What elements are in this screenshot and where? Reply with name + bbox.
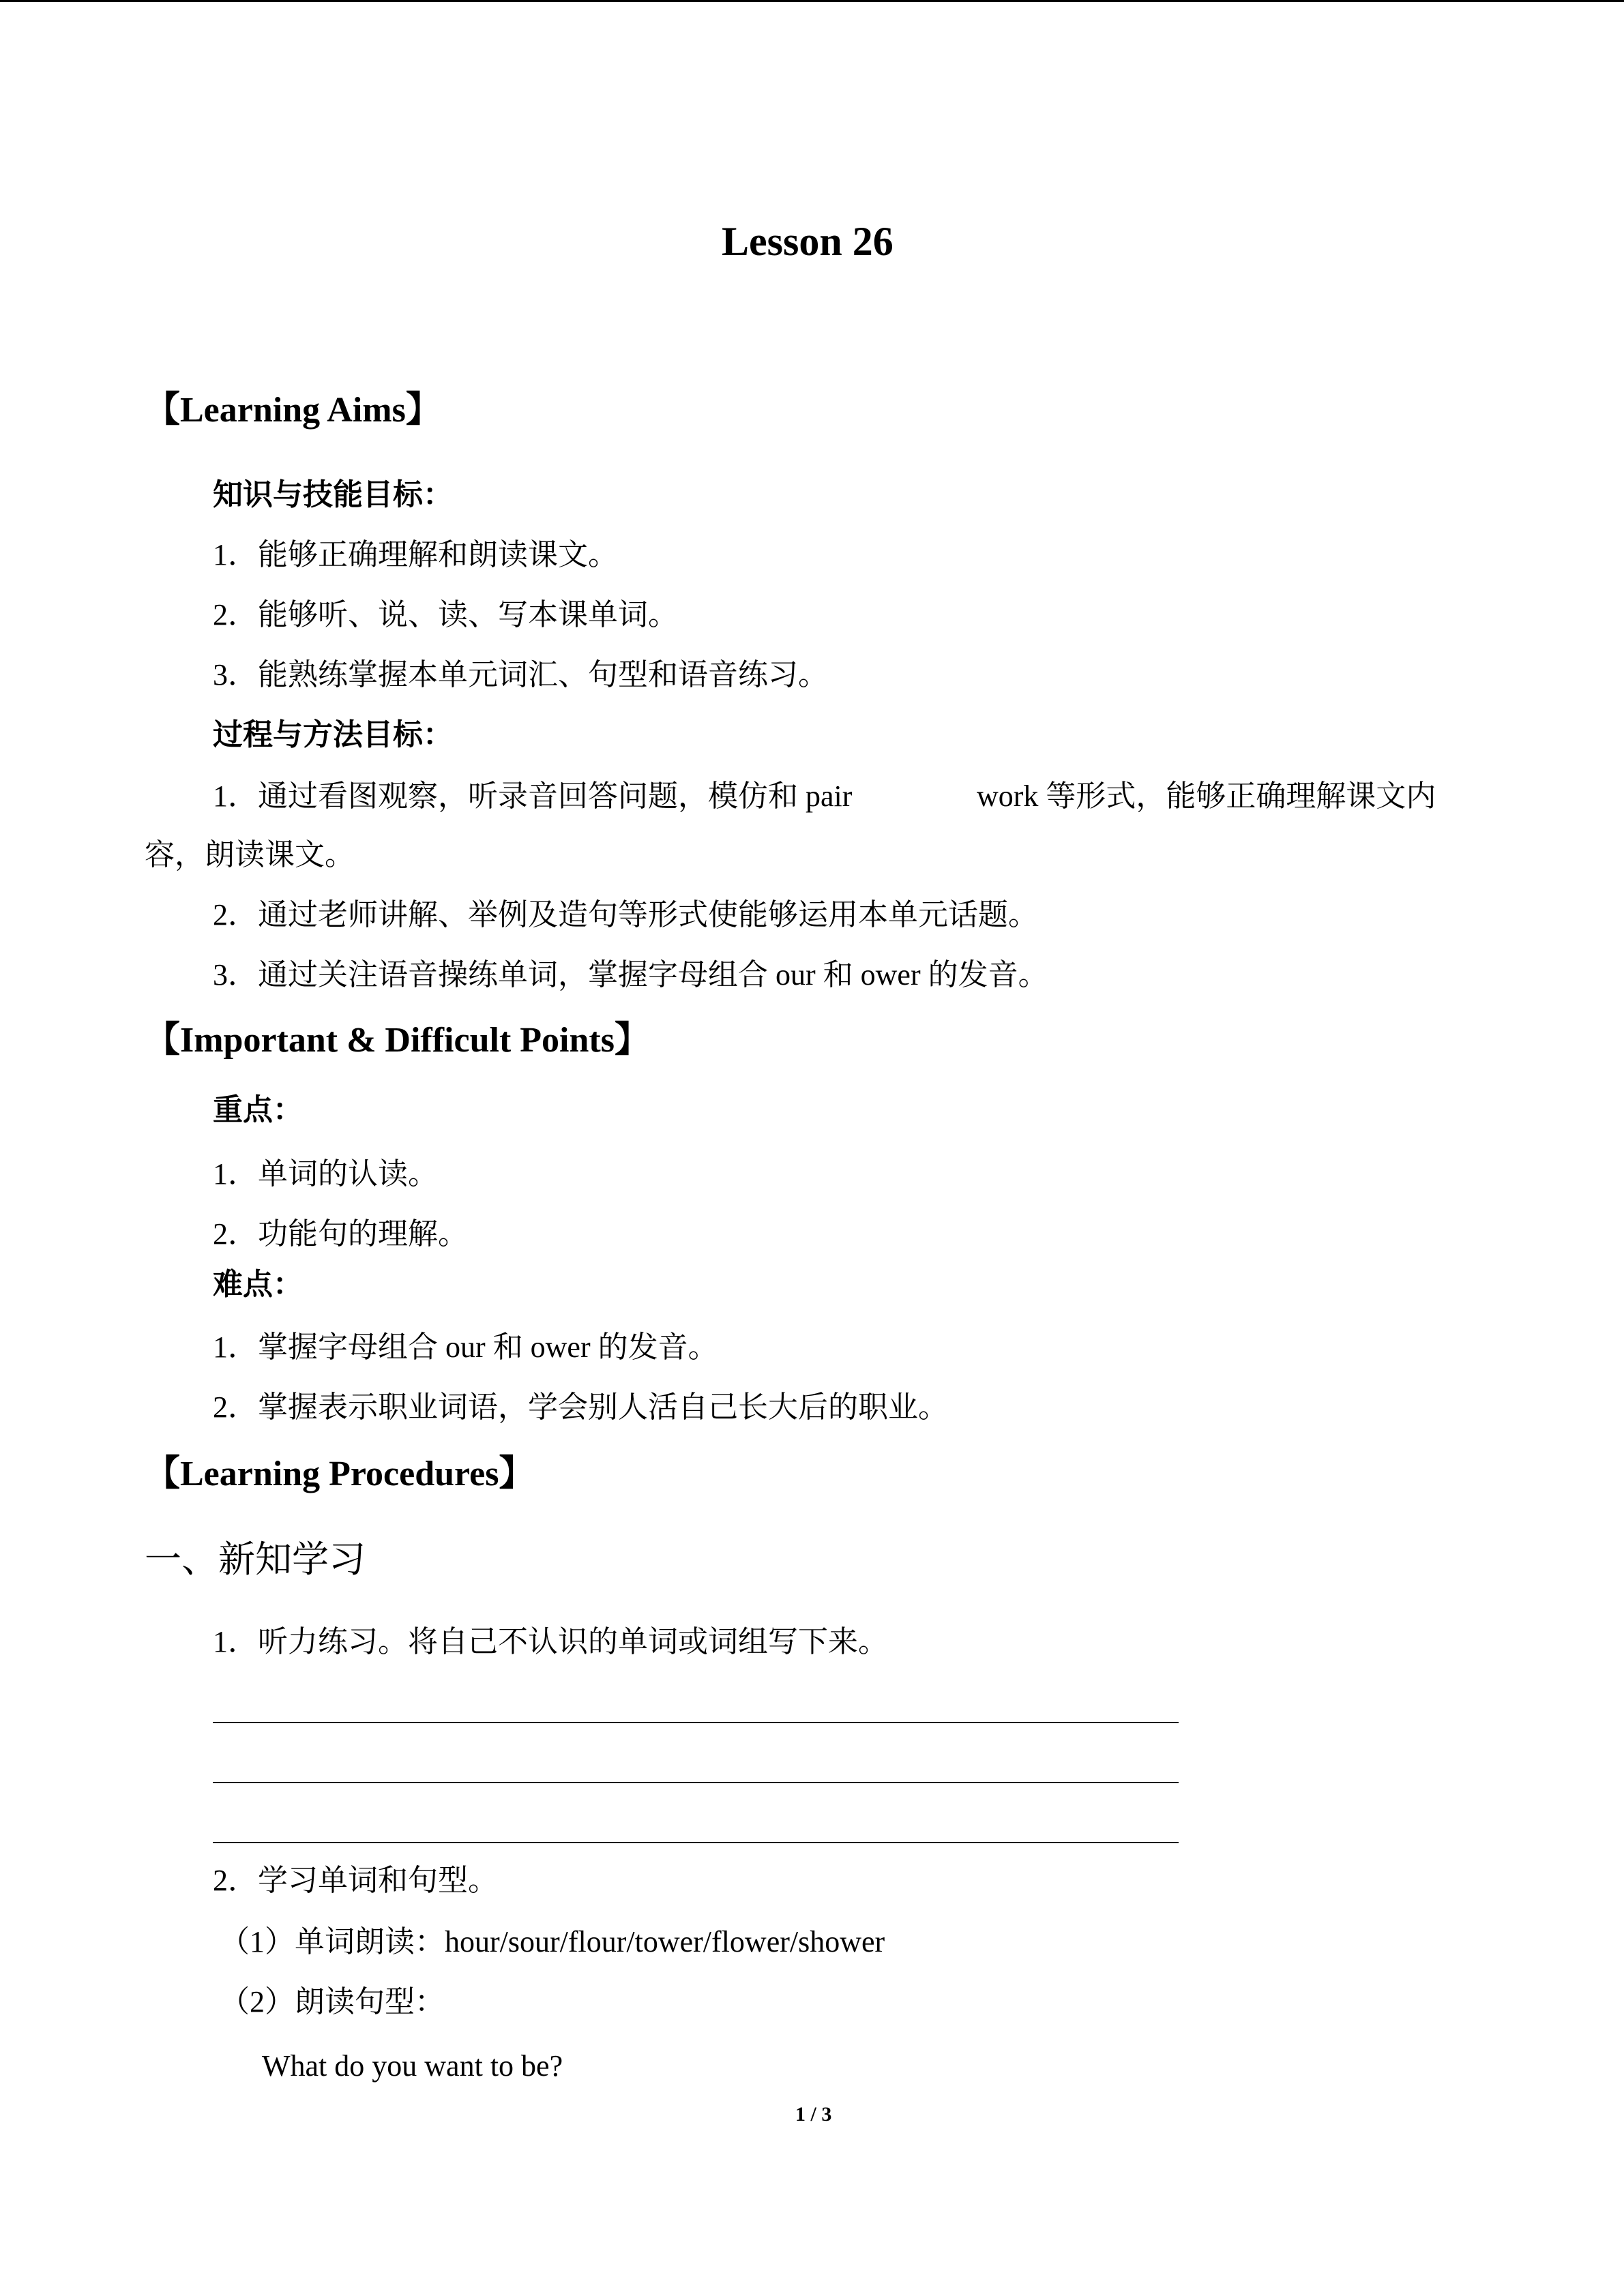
learning-aims-heading: 【Learning Aims】: [145, 391, 441, 430]
process-goal-3: 3．通过关注语音操练单词，掌握字母组合 our 和 ower 的发音。: [213, 958, 1048, 992]
process-goals-heading: 过程与方法目标：: [213, 718, 453, 751]
learning-procedures-heading: 【Learning Procedures】: [145, 1455, 535, 1493]
process-goal-2: 2．通过老师讲解、举例及造句等形式使能够运用本单元话题。: [213, 898, 1038, 931]
knowledge-goal-3: 3．能熟练掌握本单元词汇、句型和语音练习。: [213, 658, 828, 691]
knowledge-goal-1: 1．能够正确理解和朗读课文。: [213, 538, 618, 571]
process-goal-1-part-a: 1．通过看图观察，听录音回答问题，模仿和 pair: [213, 779, 853, 813]
section-new-knowledge: 一、新知学习: [145, 1539, 366, 1580]
process-goal-1-part-c: 容，朗读课文。: [145, 838, 355, 871]
answer-line-2: [213, 1782, 1179, 1783]
page-number: 1 / 3: [795, 2103, 832, 2126]
answer-line-3: [213, 1842, 1179, 1843]
difficult-point-1: 1．掌握字母组合 our 和 ower 的发音。: [213, 1330, 718, 1364]
sentence-pattern: What do you want to be?: [262, 2049, 563, 2083]
knowledge-goals-heading: 知识与技能目标：: [213, 478, 453, 511]
sentence-reading-item: （2）朗读句型：: [220, 1985, 445, 2018]
top-border: [0, 0, 1624, 2]
important-points-heading: 【Important & Difficult Points】: [145, 1021, 650, 1060]
listening-practice-item: 1．听力练习。将自己不认识的单词或词组写下来。: [213, 1625, 888, 1658]
key-points-heading: 重点：: [213, 1093, 303, 1127]
page-title: Lesson 26: [722, 219, 894, 264]
key-point-1: 1．单词的认读。: [213, 1157, 438, 1191]
word-reading-item: （1）单词朗读：hour/sour/flour/tower/flower/shower: [220, 1925, 885, 1958]
key-point-2: 2．功能句的理解。: [213, 1217, 468, 1251]
study-words-item: 2．学习单词和句型。: [213, 1864, 498, 1897]
answer-line-1: [213, 1722, 1179, 1723]
process-goal-1-part-b: work 等形式，能够正确理解课文内: [977, 779, 1436, 813]
knowledge-goal-2: 2．能够听、说、读、写本课单词。: [213, 598, 678, 631]
difficult-point-2: 2．掌握表示职业词语，学会别人活自己长大后的职业。: [213, 1390, 948, 1424]
difficult-points-heading: 难点：: [213, 1268, 303, 1301]
